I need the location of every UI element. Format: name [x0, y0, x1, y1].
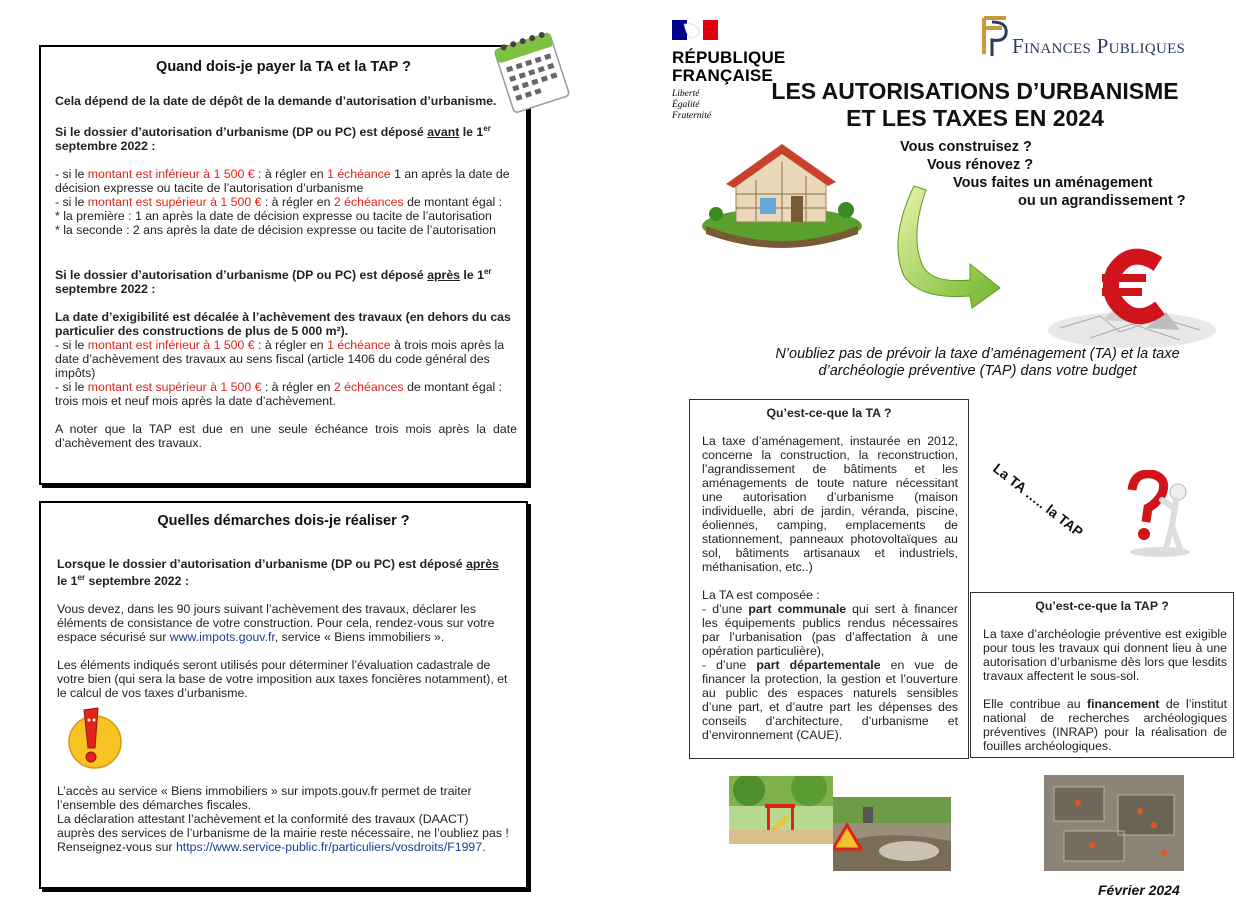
question-agrandissement: ou un agrandissement ? [1018, 193, 1186, 209]
evaluation-paragraph: Les éléments indiqués seront utilisés pour déterminer l’évaluation cadastrale de votre bien (qui sera la base de votre imposition aux taxes foncières notamment), et le calcul de vos taxes d’urbanisme. [57, 658, 508, 701]
ta-part-departementale: - d’une part départementale en vue de financer la protection, la gestion et l’ouverture au public des espaces naturels sensibles d’une part, et d’autre part les dépenses des conseils d’architecture, d’urbanisme et d’environnement (CAUE). [702, 658, 959, 742]
rf-line2: FRANÇAISE [672, 66, 773, 85]
service-public-link[interactable]: https://www.service-public.fr/particuliers/vosdroits/F1997 [175, 840, 483, 855]
playground-photo [729, 776, 833, 844]
main-title [735, 78, 1215, 132]
budget-reminder: N’oubliez pas de prévoir la taxe d’aménagement (TA) et la taxe d’archéologie préventive (TAP) dans votre budget [775, 346, 1180, 379]
euro-crash-illustration [1040, 236, 1218, 354]
ta-box [689, 399, 969, 759]
question-construire: Vous construisez ? [900, 139, 1032, 155]
info-paragraph: Renseignez-vous sur https://www.service-public.fr/particuliers/vosdroits/F1997. [57, 840, 486, 855]
procedures-intro: Lorsque le dossier d’autorisation d’urbanisme (DP ou PC) est déposé après le 1er septembre 2022 : [57, 557, 499, 589]
after-small-amount: - si le montant est inférieur à 1 500 € : à régler en 1 échéance à trois mois après la date d’achèvement des travaux au sens fiscal (article 1406 du code général des impôts) [55, 338, 505, 381]
procedures-box [39, 501, 528, 889]
impots-link[interactable]: www.impots.gouv.fr [169, 630, 275, 645]
ta-composition: La TA est composée : [702, 588, 820, 602]
ta-part-communale: - d’une part communale qui sert à financer les équipements publics rendus nécessaires par l’urbanisation (pas d’affectation à une opération particulière), [702, 602, 958, 658]
motto-fraternite: Fraternité [672, 111, 712, 121]
exigibility-note: La date d’exigibilité est décalée à l’achèvement des travaux (en dehors du cas particulier des constructions de plus de 5 000 m²). [55, 310, 511, 339]
green-arrow-icon [880, 180, 1004, 310]
ta-definition: La taxe d’aménagement, instaurée en 2012, concerne la construction, la reconstruction, l’agrandissement de bâtiments et les aménagements de toute nature nécessitant une autorisation d’urbanisme (maison individuelle, abri de jardin, véranda, piscine, éoliennes, camping, emplacements de stationnement, panneaux photovoltaïques au sol, bâtiments artisanaux et industriels, méthanisation, etc..) [702, 434, 958, 574]
daact-paragraph: La déclaration attestant l’achèvement et la conformité des travaux (DAACT) auprès des services de l’urbanisme de la mairie reste nécessaire, ne l’oubliez pas ! [57, 812, 509, 841]
fp-emblem-icon [978, 14, 1012, 58]
service-paragraph: L’accès au service « Biens immobiliers » sur impots.gouv.fr permet de traiter l’ensemble des démarches fiscales. [57, 784, 472, 813]
before-small-amount: - si le montant est inférieur à 1 500 € : à régler en 1 échéance 1 an après la date de décision expresse ou tacite de l’autorisation d’urbanisme [55, 167, 510, 196]
house-illustration [696, 130, 868, 250]
question-mark-figure [1118, 470, 1198, 560]
marianne-icon [672, 20, 718, 40]
before-large-amount: - si le montant est supérieur à 1 500 € : à régler en 2 échéances de montant égal : [55, 195, 503, 210]
case-after: Si le dossier d’autorisation d’urbanisme (DP ou PC) est déposé après le 1er septembre 2022 : [55, 267, 492, 297]
first-installment: * la première : 1 an après la date de décision expresse ou tacite de l’autorisation [55, 209, 492, 224]
excavation-photo [1044, 775, 1184, 871]
second-installment: * la seconde : 2 ans après la date de décision expresse ou tacite de l’autorisation [55, 223, 496, 238]
case-before: Si le dossier d’autorisation d’urbanisme (DP ou PC) est déposé avant le 1er septembre 2022 : [55, 124, 491, 154]
ta-tap-slogan: La TA ….. la TAP [990, 460, 1087, 540]
payment-title: Quand dois-je payer la TA et la TAP ? [156, 59, 411, 75]
tap-financing: Elle contribue au financement de l’institut national de recherches archéologiques préventives (INRAP) pour la réalisation de fouilles archéologiques. [983, 697, 1227, 753]
main-title-line1: LES AUTORISATIONS D’URBANISME [771, 78, 1179, 104]
ta-title: Qu’est-ce-que la TA ? [766, 406, 892, 420]
tap-title: Qu’est-ce-que la TAP ? [1035, 599, 1169, 613]
after-large-amount: - si le montant est supérieur à 1 500 € : à régler en 2 échéances de montant égal : trois mois et neuf mois après la date d’achèvement. [55, 380, 503, 409]
publication-date: Février 2024 [1098, 882, 1180, 898]
declare-paragraph: Vous devez, dans les 90 jours suivant l’achèvement des travaux, déclarer les éléments de consistance de votre construction. Pour cela, rendez-vous sur votre espace sécurisé sur www.impots.gouv.fr, service « Biens immobiliers ». [57, 602, 495, 645]
question-amenagement: Vous faites un aménagement [953, 175, 1153, 191]
exclamation-icon [62, 704, 124, 770]
tap-box [970, 592, 1234, 758]
payment-intro: Cela dépend de la date de dépôt de la demande d’autorisation d’urbanisme. [55, 94, 497, 108]
payment-box [39, 45, 528, 485]
tap-note: A noter que la TAP est due en une seule échéance trois mois après la date d’achèvement des travaux. [55, 422, 517, 451]
fp-label: Finances Publiques [1012, 34, 1186, 58]
procedures-title: Quelles démarches dois-je réaliser ? [157, 513, 410, 529]
question-renover: Vous rénovez ? [927, 157, 1034, 173]
calendar-icon [488, 22, 574, 118]
motto-liberte: Liberté [672, 89, 700, 99]
tap-definition: La taxe d’archéologie préventive est exigible pour tous les travaux qui donnent lieu à une autorisation d’urbanisme dès lors que lesdits travaux affectent le sous-sol. [983, 627, 1227, 683]
roadworks-photo [833, 797, 951, 871]
main-title-line2: ET LES TAXES EN 2024 [846, 105, 1104, 131]
rf-line1: RÉPUBLIQUE [672, 48, 786, 67]
motto-egalite: Égalité [672, 100, 700, 110]
